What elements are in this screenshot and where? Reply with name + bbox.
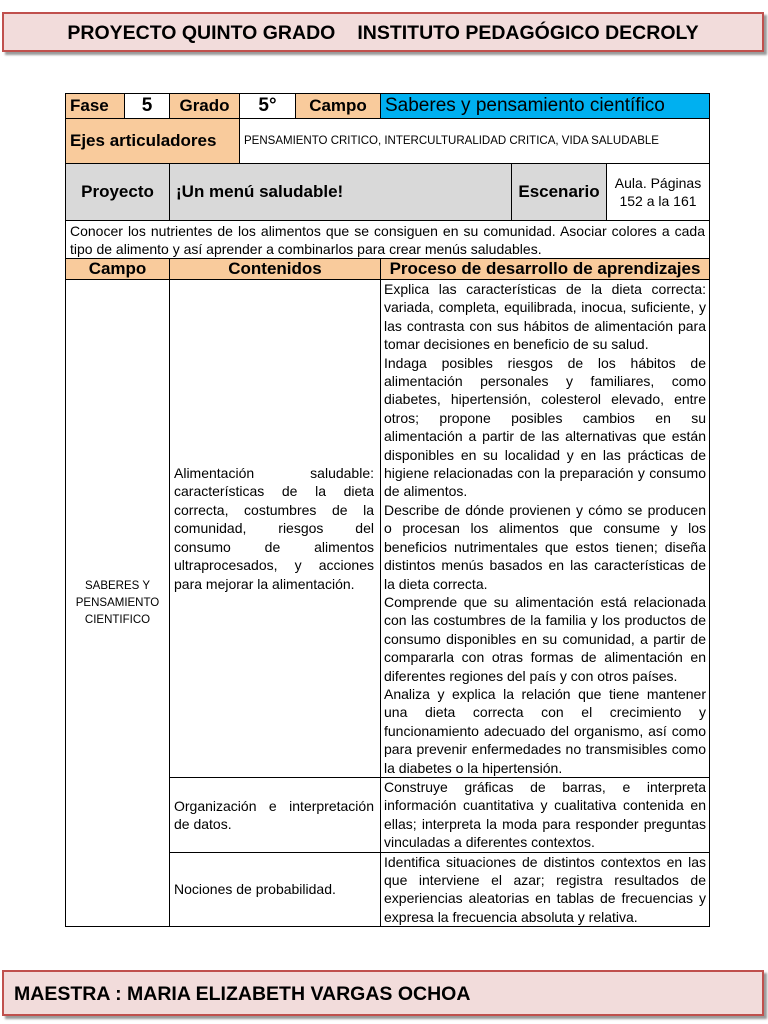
campo-value: Saberes y pensamiento científico xyxy=(381,94,710,119)
proyecto-value: ¡Un menú saludable! xyxy=(170,164,512,221)
escenario-value: Aula. Páginas 152 a la 161 xyxy=(607,164,710,221)
proceso-item: Describe de dónde provienen y cómo se producen o procesan los alimentos que consume y los beneficios nutrimentales que estos tienen; diseña distintos menús basados en las características de la dieta correcta. xyxy=(384,501,706,592)
column-header-campo: Campo xyxy=(66,259,170,280)
project-title: PROYECTO QUINTO GRADO xyxy=(67,22,336,44)
contenido-cell: Alimentación saludable: características de la dieta correcta, costumbres de la comunidad, riesgos del consumo de alimentos ultraprocesados, y acciones para mejorar la alimentación. xyxy=(170,280,381,778)
proceso-cell xyxy=(381,280,710,778)
column-header-proceso: Proceso de desarrollo de aprendizajes xyxy=(381,259,710,280)
institute-name: INSTITUTO PEDAGÓGICO DECROLY xyxy=(357,22,699,44)
escenario-label: Escenario xyxy=(512,164,607,221)
grado-label: Grado xyxy=(170,94,240,119)
proceso-item: Explica las características de la dieta correcta: variada, completa, equilibrada, inocua, suficiente, y las contrasta con sus hábitos de alimentación para tomar decisiones en beneficio de su salud. xyxy=(384,281,706,353)
contenido-cell: Organización e interpretación de datos. xyxy=(170,777,381,852)
proyecto-label: Proyecto xyxy=(66,164,170,221)
campo-cell: SABERES Y PENSAMIENTO CIENTIFICO xyxy=(66,280,170,927)
proceso-cell xyxy=(381,852,710,927)
fase-value: 5 xyxy=(125,94,170,119)
planning-table xyxy=(65,93,710,927)
proceso-item: Comprende que su alimentación está relacionada con las costumbres de la familia y los productos de consumo disponibles en su comunidad, a partir de compararla con otras formas de alimentación en diferentes regiones del país y con otros países. xyxy=(384,593,706,684)
contenido-cell: Nociones de probabilidad. xyxy=(170,852,381,927)
proceso-item: Indaga posibles riesgos de los hábitos de alimentación personales y familiares, como diabetes, hipertensión, colesterol elevado, entre otros; propone posibles cambios en su alimentación a partir de las alternativas que están disponibles en su localidad y en las prácticas de higiene relacionadas con la preparación y consumo de alimentos. xyxy=(384,354,706,500)
column-header-contenidos: Contenidos xyxy=(170,259,381,280)
project-objective: Conocer los nutrientes de los alimentos que se consiguen en su comunidad. Asociar colores a cada tipo de alimento y así aprender a combinarlos para crear menús saludables. xyxy=(66,221,710,259)
proceso-item: Identifica situaciones de distintos contextos en las que interviene el azar; registra resultados de experiencias aleatorias en tablas de frecuencias y expresa la frecuencia absoluta y relativa. xyxy=(384,853,706,925)
proceso-cell xyxy=(381,777,710,852)
footer-banner xyxy=(2,970,764,1016)
teacher-name: MAESTRA : MARIA ELIZABETH VARGAS OCHOA xyxy=(14,983,471,1005)
proceso-item: Construye gráficas de barras, e interpreta información cuantitativa y cualitativa contenida en ellas; interpreta la moda para responder preguntas vinculadas a diferentes contextos. xyxy=(384,778,706,851)
ejes-label: Ejes articuladores xyxy=(66,119,240,164)
fase-label: Fase xyxy=(66,94,125,119)
campo-label: Campo xyxy=(296,94,381,119)
grado-value: 5° xyxy=(240,94,296,119)
proceso-item: Analiza y explica la relación que tiene mantener una dieta correcta con el crecimiento y funcionamiento adecuado del organismo, así como para prevenir enfermedades no transmisibles como la diabetes o la hipertensión. xyxy=(384,685,706,776)
ejes-value: PENSAMIENTO CRITICO, INTERCULTURALIDAD CRITICA, VIDA SALUDABLE xyxy=(240,119,710,164)
header-banner xyxy=(2,12,764,52)
